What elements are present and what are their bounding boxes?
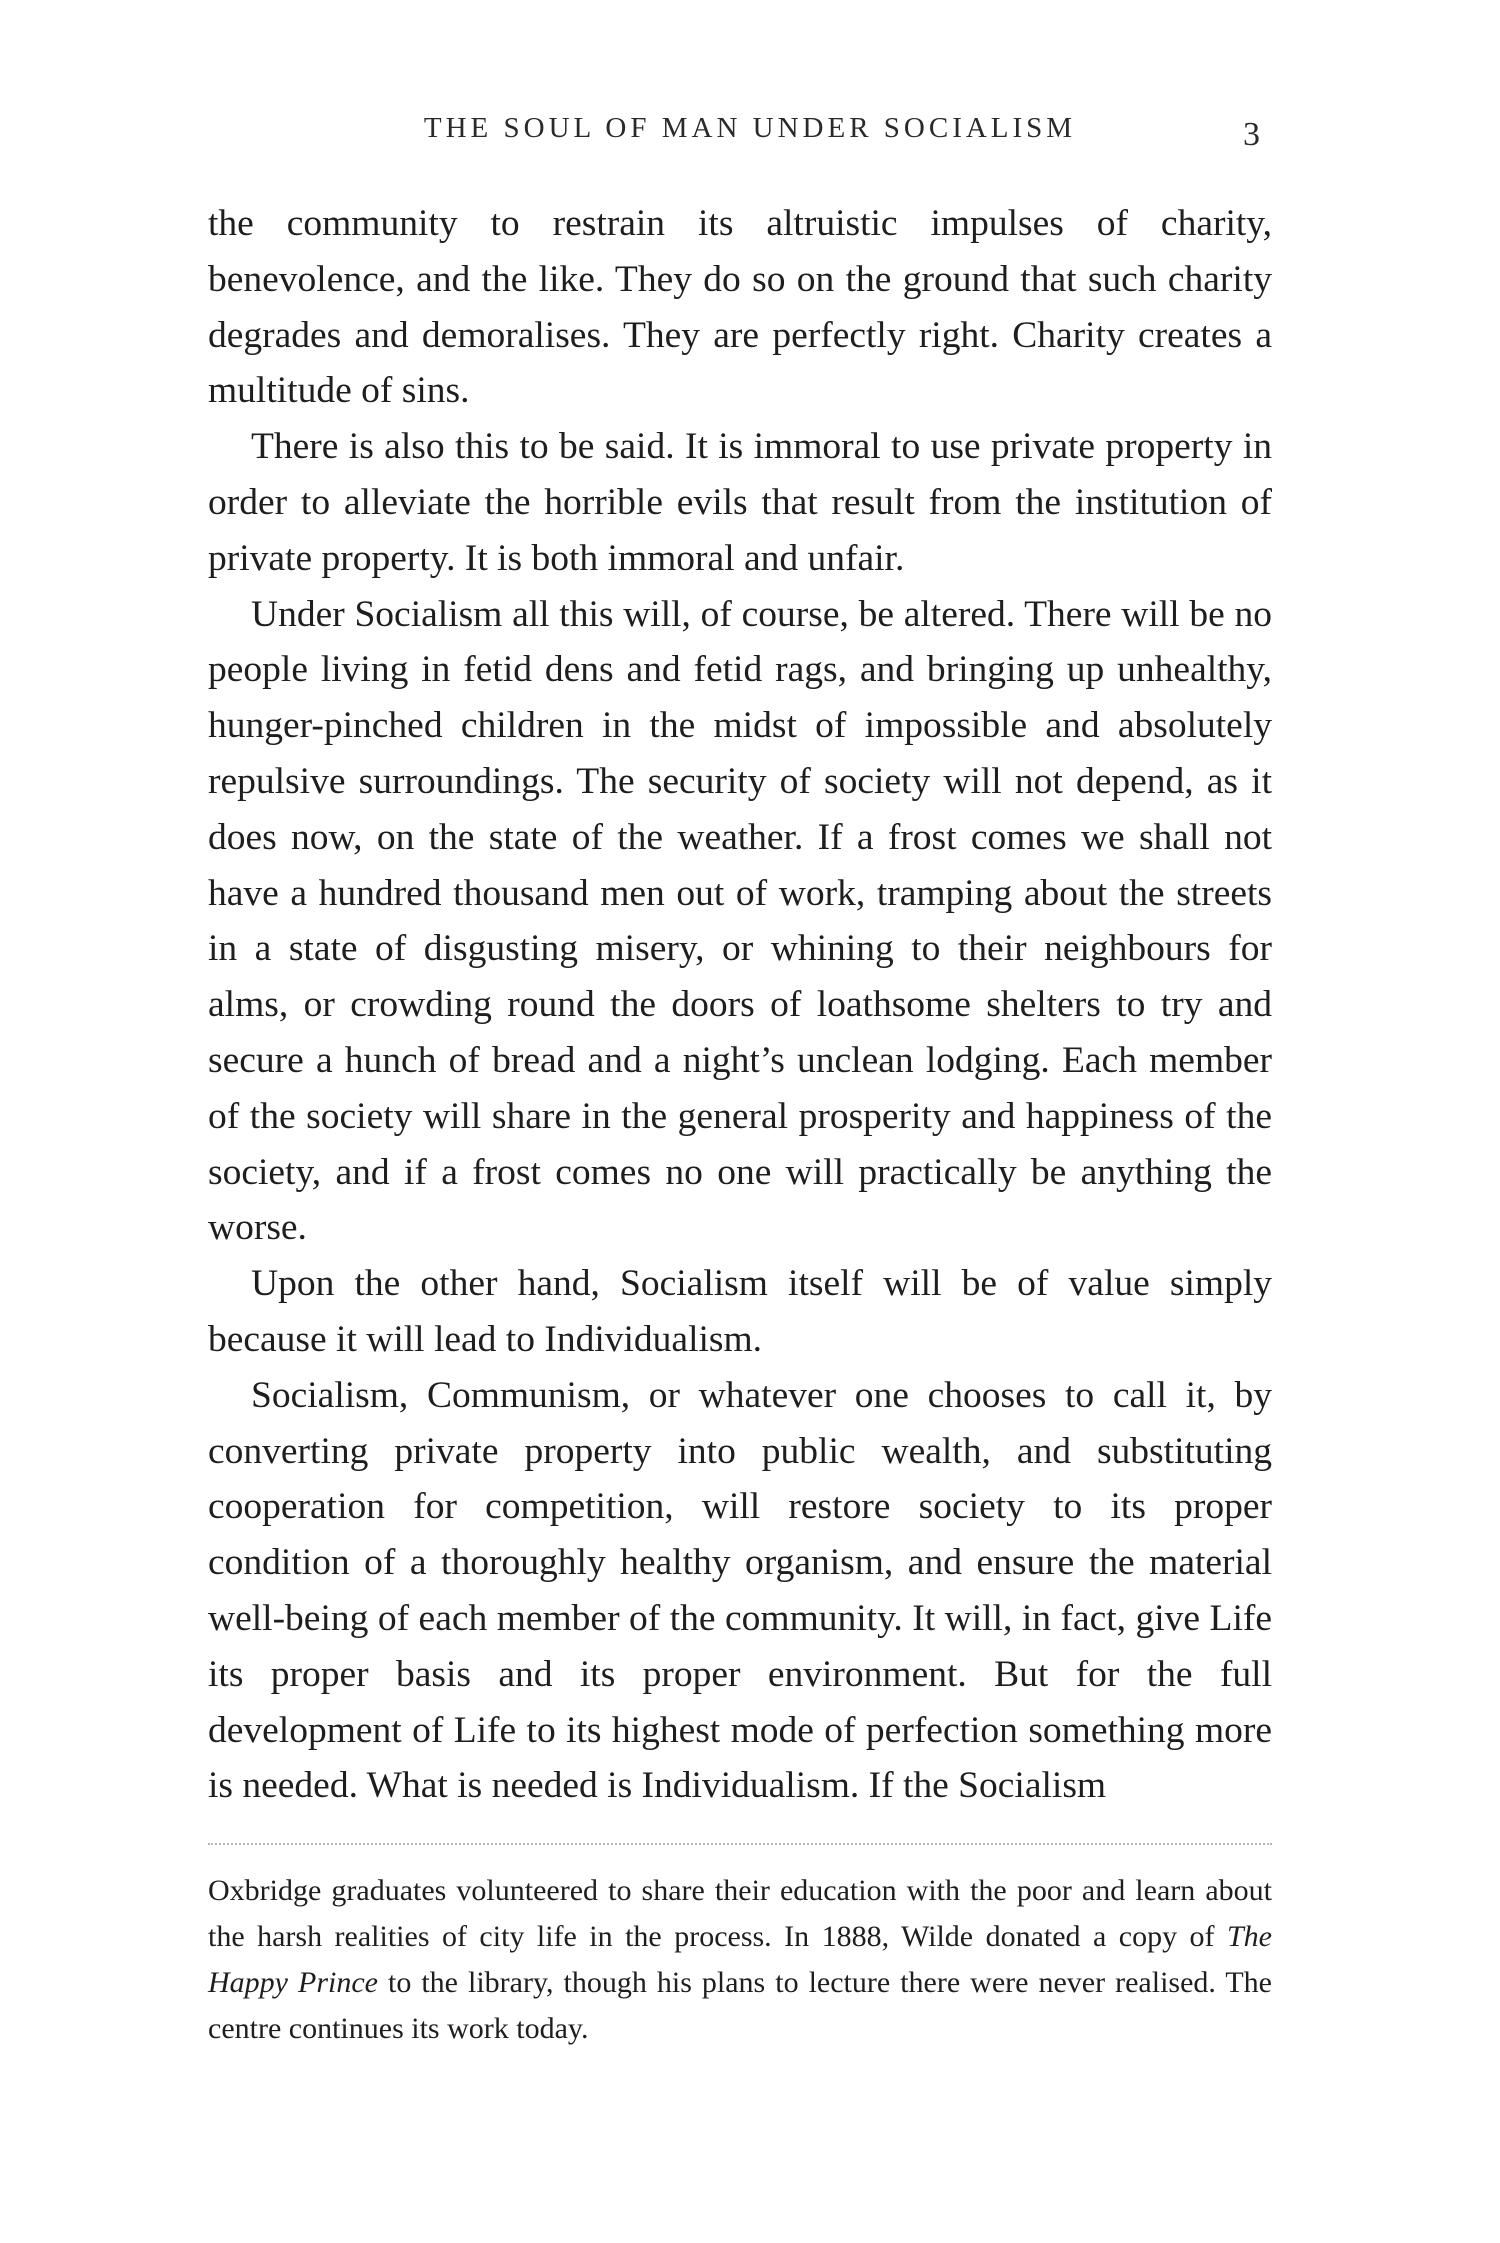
footnote-book-title: The Happy Prince bbox=[208, 1920, 1272, 1999]
footnote-divider bbox=[208, 1843, 1272, 1845]
footnote-text-before: Oxbridge graduates volunteered to share their education with the poor and learn about the harsh realities of city life in the process. In 1888, Wilde donated a copy of bbox=[208, 1874, 1272, 1953]
paragraph-1: the community to restrain its altruistic impulses of charity, benevolence, and the like. They do so on the ground that such charity degrades and demoralises. They are perfectly right. Charity creates a multitude of sins. bbox=[208, 203, 1272, 412]
running-head-title: THE SOUL OF MAN UNDER SOCIALISM bbox=[423, 112, 1077, 144]
paragraph-5: Socialism, Communism, or whatever one chooses to call it, by converting private property into public wealth, and substituting cooperation for competition, will restore society to its proper condition of a thoroughly healthy organism, and ensure the material well-being of each member of the community. It will, in fact, give Life its proper basis and its proper environment. But for the full development of Life to its highest mode of perfection something more is needed. What is needed is Individualism. If the Socialism bbox=[208, 1374, 1272, 1807]
footnote-text-after: to the library, though his plans to lecture there were never realised. The centre continues its work today. bbox=[208, 1966, 1273, 2045]
paragraph-4: Upon the other hand, Socialism itself will be of value simply because it will lead to Individualism. bbox=[208, 1263, 1272, 1360]
paragraph-2: There is also this to be said. It is immoral to use private property in order to alleviate the horrible evils that result from the institution of private property. It is both immoral and unfair. bbox=[208, 426, 1272, 579]
paragraph-3: Under Socialism all this will, of course, be altered. There will be no people living in fetid dens and fetid rags, and bringing up unhealthy, hunger-pinched children in the midst of impossible and absolutely repulsive surroundings. The security of society will not depend, as it does now, on the state of the weather. If a frost comes we shall not have a hundred thousand men out of work, tramping about the streets in a state of disgusting misery, or whining to their neighbours for alms, or crowding round the doors of loathsome shelters to try and secure a hunch of bread and a night’s unclean lodging. Each member of the society will share in the general prosperity and happiness of the society, and if a frost comes no one will practically be anything the worse. bbox=[208, 593, 1272, 1249]
body-text bbox=[208, 196, 1272, 1814]
footnote bbox=[208, 1868, 1272, 2052]
page-number: 3 bbox=[1243, 116, 1260, 153]
footnote-paragraph bbox=[208, 1868, 1272, 2052]
